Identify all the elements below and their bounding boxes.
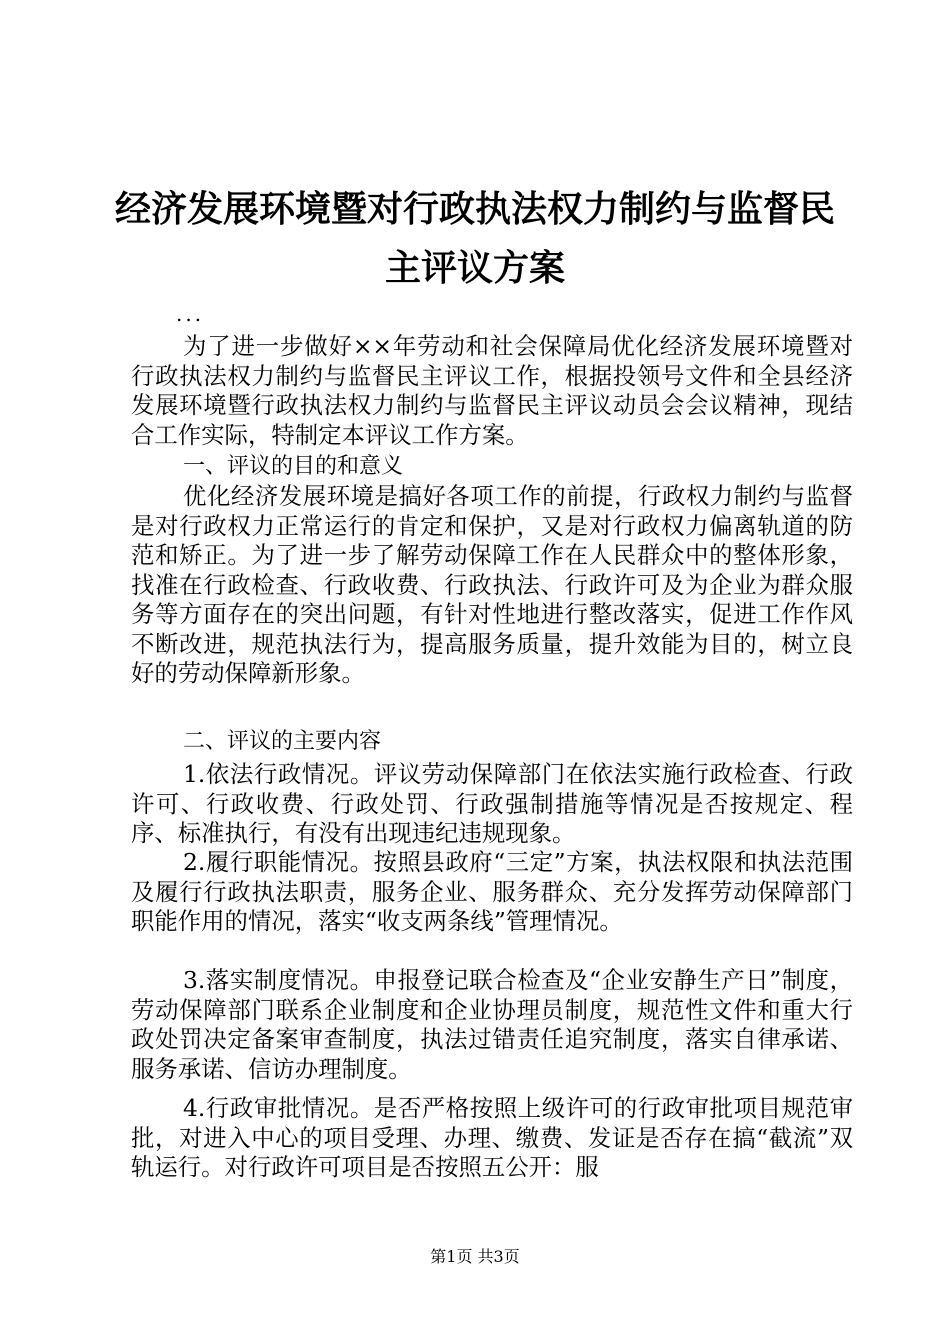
- intro-paragraph: 为了进一步做好××年劳动和社会保障局优化经济发展环境暨对行政执法权力制约与监督民主评议工作，根据投领号文件和全县经济发展环境暨行政执法权力制约与监督民主评议动员会会议精神，现结合工作实际，特制定本评议工作方案。: [131, 332, 853, 449]
- section1-paragraph: 优化经济发展环境是搞好各项工作的前提，行政权力制约与监督是对行政权力正常运行的肯定和保护，又是对行政权力偏离轨道的防范和矫正。为了进一步了解劳动保障工作在人民群众中的整体形象，找准在行政检查、行政收费、行政执法、行政许可及为企业为群众服务等方面存在的突出问题，有针对性地进行整改落实，促进工作作风不断改进，规范执法行为，提高服务质量，提升效能为目的，树立良好的劳动保障新形象。: [131, 482, 853, 687]
- section1-heading: 一、评议的目的和意义: [183, 454, 404, 479]
- item3-paragraph: 3.落实制度情况。申报登记联合检查及“企业安静生产日”制度，劳动保障部门联系企业制度和企业协理员制度，规范性文件和重大行政处罚决定备案审查制度，执法过错责任追究制度，落实自律承诺、服务承诺、信访办理制度。: [131, 966, 853, 1083]
- ellipsis-mark: ...: [176, 302, 205, 326]
- section2-heading: 二、评议的主要内容: [183, 729, 382, 754]
- document-title-line2: 主评议方案: [384, 247, 565, 289]
- item4-paragraph: 4.行政审批情况。是否严格按照上级许可的行政审批项目规范审批，对进入中心的项目受理、办理、缴费、发证是否存在搞“截流”双轨运行。对行政许可项目是否按照五公开：服: [131, 1094, 853, 1181]
- item2-paragraph: 2.履行职能情况。按照县政府“三定”方案，执法权限和执法范围及履行行政执法职责，服务企业、服务群众、充分发挥劳动保障部门职能作用的情况，落实“收支两条线”管理情况。: [131, 848, 853, 935]
- item1-paragraph: 1.依法行政情况。评议劳动保障部门在依法实施行政检查、行政许可、行政收费、行政处罚、行政强制措施等情况是否按规定、程序、标准执行，有没有出现违纪违规现象。: [131, 760, 853, 847]
- page-indicator: 第1页 共3页: [430, 1247, 520, 1266]
- document-title-line1: 经济发展环境暨对行政执法权力制约与监督民: [114, 188, 835, 230]
